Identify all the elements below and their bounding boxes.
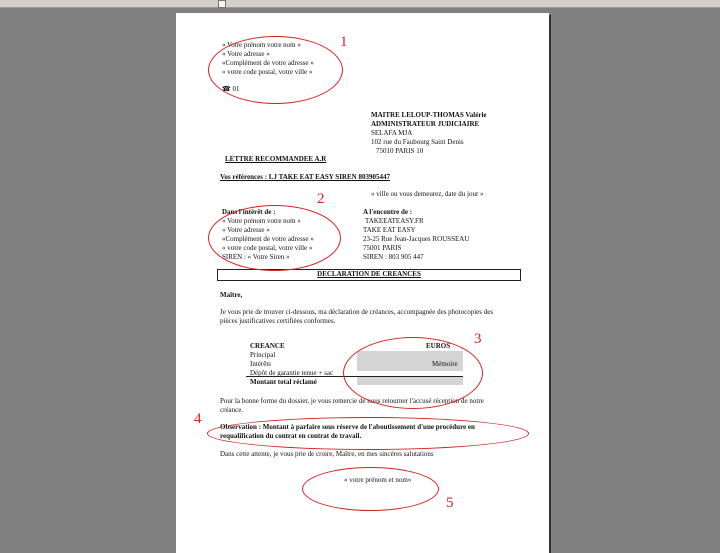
against-street: 23-25 Rue Jean-Jacques ROUSSEAU	[363, 235, 470, 243]
sender-address: « Votre adresse »	[222, 50, 270, 58]
annotation-ellipse-3	[343, 337, 483, 409]
table-head-creance: CREANCE	[250, 342, 285, 350]
annotation-ellipse-5	[302, 467, 439, 511]
table-row-interests: Intérêts	[250, 360, 271, 368]
annotation-number-2: 2	[317, 191, 325, 207]
intro-line-2: pièces justificatives certifiées conformes.	[220, 317, 336, 325]
recipient-title: ADMINISTRATEUR JUDICIAIRE	[371, 120, 480, 128]
interest-name: « Votre prénom votre nom »	[222, 217, 301, 225]
place-date: « ville ou vous demeurez, date du jour »	[371, 190, 484, 198]
sender-name: « Votre prénom votre nom »	[222, 41, 301, 49]
interest-city: « votre code postal, votre ville »	[222, 244, 313, 252]
intro-line-1: Je vous prie de trouver ci-dessous, ma déclaration de créances, accompagnée des photocopies des	[220, 308, 494, 316]
observation-line-2: requalification du contrat en contrat de travail.	[220, 432, 362, 440]
sender-phone: ☎ 01	[222, 85, 240, 93]
recipient-name: MAITRE LELOUP-THOMAS Valérie	[371, 111, 487, 119]
recipient-company: SELAFA MJA	[371, 129, 413, 137]
interest-title: Dans l'intérêt de :	[222, 208, 276, 216]
sender-city: « votre code postal, votre ville »	[222, 68, 313, 76]
recipient-city: 75010 PARIS 10	[376, 147, 424, 155]
closing-line-1: Pour la bonne forme du dossier, je vous remercie de nous retourner l'accusé réception de notre	[220, 397, 484, 405]
interest-siren: SIREN : « Votre Siren »	[222, 253, 290, 261]
ruler-marker[interactable]	[218, 0, 226, 8]
signature-placeholder: « votre prénom et nom»	[344, 476, 412, 484]
against-city: 75001 PARIS	[363, 244, 402, 252]
annotation-ellipse-2	[208, 205, 341, 271]
closing-line-2: créance.	[220, 406, 244, 414]
salutation: Maître,	[220, 291, 243, 299]
recipient-street: 102 rue du Faubourg Saint Denis	[371, 138, 464, 146]
registered-mail-label: LETTRE RECOMMANDEE A.R	[225, 155, 327, 163]
annotation-number-1: 1	[340, 34, 348, 50]
annotation-number-4: 4	[194, 411, 202, 427]
against-website: TAKEEATEASY.FR	[365, 217, 424, 225]
farewell-line: Dans cette attente, je vous prie de croire, Maître, en mes sincères salutations	[220, 450, 434, 458]
annotation-number-3: 3	[474, 331, 482, 347]
observation-line-1: Observation : Montant à parfaire sous réserve de l'aboutissement d'une procédure en	[220, 423, 475, 431]
declaration-title: DECLARATION DE CREANCES	[317, 270, 421, 278]
sender-address-complement: «Complément de votre adresse »	[222, 59, 314, 67]
interest-address-complement: «Complément de votre adresse »	[222, 235, 314, 243]
annotation-ellipse-4	[207, 417, 529, 450]
table-head-euros: EUROS	[426, 342, 451, 350]
against-title: A l'encontre de :	[363, 208, 413, 216]
references-line: Vos références : LJ TAKE EAT EASY SIREN 803905447	[220, 173, 390, 181]
table-row-principal: Principal	[250, 351, 276, 359]
against-company: TAKE EAT EASY	[363, 226, 416, 234]
annotation-number-5: 5	[446, 495, 454, 511]
against-siren: SIREN : 803 905 447	[363, 253, 424, 261]
interest-address: « Votre adresse »	[222, 226, 270, 234]
annotation-ellipse-1	[208, 36, 343, 104]
table-memo: Mémoire	[432, 360, 458, 368]
table-total: Montant total réclamé	[250, 378, 317, 386]
window-toolbar	[0, 0, 720, 8]
table-row-deposit: Dépôt de garantie tenue + sac	[250, 369, 334, 377]
